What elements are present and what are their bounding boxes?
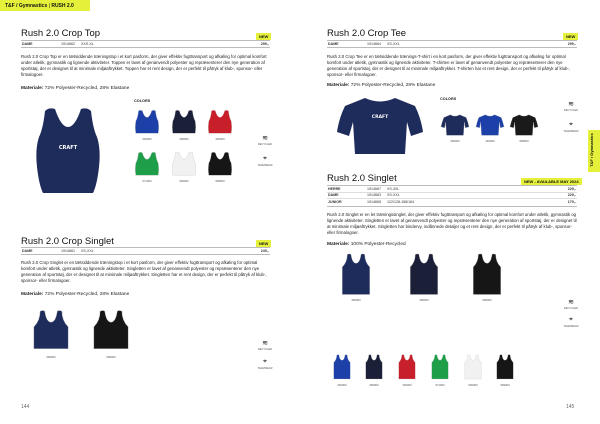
swatch-color-code: 396000	[351, 298, 361, 302]
crop-top-title: Rush 2.0 Crop Top	[21, 28, 101, 39]
page-number-left: 144	[21, 404, 30, 410]
recycled-fabric-icon: ≋	[262, 135, 268, 142]
product-color-swatch	[467, 252, 507, 297]
crop-top-description: Rush 2.0 Crop Top er en tætsiddende træningstop i et kort pasform, der giver effektiv fugttransport og afkøling for optimal komfort under atletik, gymnastik og lignende aktiviteter. Toppen er lavet af genanvendt polyester og repræsenterer den nye generation af sportstøj, der er designet til at minimale miljøaftrykket. Toppen har et rent design, der er perfekt til påtryk af klub-, sponsor- eller firmalogoer.	[21, 54, 267, 77]
product-color-swatch	[132, 108, 162, 136]
swatch-color-code: 392000	[142, 137, 152, 141]
swatch-color-code: 396000	[369, 383, 379, 387]
sku-article: 1914661	[61, 249, 75, 254]
product-color-swatch	[440, 112, 470, 138]
crop-singlet-title: Rush 2.0 Crop Singlet	[21, 236, 114, 247]
recycled-caption: RECYCLED	[563, 307, 579, 310]
teamwear-caption: TEAMWEAR	[257, 367, 273, 370]
product-color-swatch	[205, 150, 235, 178]
crop-top-material	[21, 86, 129, 91]
craft-logo-icon: ⌖	[569, 316, 573, 323]
crop-singlet-description: Rush 2.0 Crop Singlet er en tætsiddende træningstop i et kort pasform, der giver effektiv fugttransport og afkøling for optimal komfort under atletik, gymnastik og lignende aktiviteter. Singletten er lavet af genanvendt polyester og repræsenterer den nye generation af sportstøj, der er designet til at minimale miljøaftrykket. Singletten har et rent design, der er perfekt til påtryk af klub-, sponsor- eller firmalogoer.	[21, 260, 267, 283]
recycled-caption: RECYCLED	[563, 109, 579, 112]
product-color-swatch	[330, 352, 354, 382]
swatch-color-code: 900000	[468, 383, 478, 387]
crop-tee-new-badge: NEW	[563, 33, 578, 40]
brand-print: CRAFT	[58, 145, 78, 151]
section-header-bar	[0, 0, 90, 11]
sku-price: 299,-	[567, 42, 576, 47]
sku-sizes: XXS-XL	[81, 42, 94, 47]
craft-logo-icon: ⌖	[263, 358, 267, 365]
swatch-color-code: 396000	[450, 139, 460, 143]
crop-top-new-badge: NEW	[256, 33, 271, 40]
sku-price: 179,-	[567, 200, 576, 205]
swatch-color-code: 671000	[142, 179, 152, 183]
swatch-color-code: 430000	[215, 137, 225, 141]
swatch-color-code: 999000	[215, 179, 225, 183]
crop-singlet-new-badge: NEW	[256, 240, 271, 247]
recycled-fabric-icon: ≋	[568, 101, 574, 108]
product-color-swatch	[336, 252, 376, 297]
crop-top-main-image	[27, 105, 109, 197]
sku-article: 1914665	[367, 200, 381, 205]
material-label: Materiale:	[21, 292, 44, 297]
sku-gender: DAME	[328, 193, 339, 198]
crop-tee-description: Rush 2.0 Crop Tee er en tætsiddende trænings-T-shirt i en kort pasform, der giver effektiv fugttransport og afkøling for optimal komfort under atletik, gymnastik og lignende aktiviteter. T-shirten er lavet af genanvendt polyester og repræsenterer den nye generation af sportstøj, der er designet til at minimale miljøaftrykket. T-shirten har et rent design, der er perfekt til påtryk af klub-, sponsor- eller firmalogoer.	[327, 54, 571, 77]
swatch-color-code: 999000	[482, 298, 492, 302]
singlet-description: Rush 2.0 Singlet er en let træningssinglet, der giver effektiv fugttransport og afkøling for optimal komfort under atletik, gymnastik og lignende aktiviteter. Singletten er lavet af genanvendt polyester og repræsenterer den nye generation af sportstøj, der er designet til at minimale miljøaftrykket. Singletten har bindervy, indånnede detaljer og et rent design, der er perfekt til påtryk af klub-, sponsor- eller firmalogoer.	[327, 212, 577, 235]
craft-logo-icon: ⌖	[263, 155, 267, 162]
sku-price: 229,-	[567, 186, 576, 191]
sku-sizes: 122/128-158/164	[387, 200, 415, 205]
recycled-fabric-icon: ≋	[568, 299, 574, 306]
crop-top-colors-label: COLORS	[134, 99, 151, 103]
singlet-title: Rush 2.0 Singlet	[327, 173, 397, 184]
product-color-swatch	[428, 352, 452, 382]
material-value: 72% Polyester-Recycled, 28% Elastane	[44, 86, 130, 91]
product-color-swatch	[362, 352, 386, 382]
craft-logo-icon: ⌖	[569, 121, 573, 128]
product-color-swatch	[26, 306, 76, 354]
swatch-color-code: 999000	[106, 355, 116, 359]
swatch-color-code: 396000	[46, 355, 56, 359]
product-color-swatch	[461, 352, 485, 382]
sku-gender: DAME	[22, 249, 33, 254]
sku-row	[21, 41, 270, 48]
singlet-sku-table	[327, 185, 577, 207]
material-label: Materiale:	[327, 83, 350, 88]
category-label: T&F / Gymnastics	[5, 3, 48, 9]
crop-top-sku-table	[21, 40, 270, 48]
section-spine-tab	[588, 130, 600, 172]
material-label: Materiale:	[327, 242, 350, 247]
product-color-swatch	[509, 112, 539, 138]
recycled-caption: RECYCLED	[257, 348, 273, 351]
sku-row	[21, 248, 270, 255]
teamwear-caption: TEAMWEAR	[563, 325, 579, 328]
crop-singlet-material	[21, 292, 129, 297]
sku-sizes: XS-XXL	[387, 193, 400, 198]
teamwear-caption: TEAMWEAR	[257, 164, 273, 167]
sku-article: 1914663	[367, 193, 381, 198]
sku-gender: JUNIOR	[328, 200, 342, 205]
swatch-color-code: 999000	[519, 139, 529, 143]
sku-sizes: XS-XXL	[81, 249, 94, 254]
sku-row	[327, 199, 577, 206]
subcategory-label: RUSH 2.0	[51, 3, 74, 9]
product-color-swatch	[475, 112, 505, 138]
sku-gender: HERRE	[328, 186, 341, 191]
sku-article: 1914662	[61, 42, 75, 47]
page-number-right: 145	[566, 404, 575, 410]
material-value: 72% Polyester-Recycled, 28% Elastane	[44, 292, 130, 297]
product-color-swatch	[404, 252, 444, 297]
sku-gender: DAME	[328, 42, 339, 47]
swatch-color-code: 392000	[485, 139, 495, 143]
crop-tee-sku-table	[327, 40, 577, 48]
recycled-caption: RECYCLED	[257, 143, 273, 146]
product-color-swatch	[169, 108, 199, 136]
crop-tee-title: Rush 2.0 Crop Tee	[327, 28, 407, 39]
swatch-color-code: 392000	[337, 383, 347, 387]
recycled-fabric-icon: ≋	[262, 340, 268, 347]
sku-article: 1914667	[367, 186, 381, 191]
spine-label: T&F / Gymnastics	[589, 133, 594, 167]
swatch-color-code: 430000	[402, 383, 412, 387]
crop-tee-colors-label: COLORS	[440, 97, 457, 101]
crop-singlet-sku-table	[21, 247, 270, 255]
material-value: 72% Polyester-Recycled, 28% Elastane	[350, 83, 436, 88]
product-color-swatch	[493, 352, 517, 382]
product-color-swatch	[395, 352, 419, 382]
swatch-color-code: 999000	[500, 383, 510, 387]
header-separator: |	[48, 3, 50, 9]
product-color-swatch	[205, 108, 235, 136]
swatch-color-code: 671000	[435, 383, 445, 387]
crop-tee-material	[327, 83, 435, 88]
sku-row	[327, 41, 577, 48]
singlet-material	[327, 242, 406, 247]
brand-print: CRAFT	[371, 115, 389, 120]
material-value: 100% Polyester-Recycled	[350, 242, 406, 247]
singlet-availability-badge: NEW - AVAILABLE MAY 2024	[521, 178, 582, 185]
swatch-color-code: 396000	[179, 137, 189, 141]
product-color-swatch	[132, 150, 162, 178]
swatch-color-code: 900000	[179, 179, 189, 183]
teamwear-caption: TEAMWEAR	[563, 130, 579, 133]
swatch-color-code: 396000	[419, 298, 429, 302]
sku-gender: DAME	[22, 42, 33, 47]
product-color-swatch	[86, 306, 136, 354]
sku-sizes: XS-XXL	[387, 42, 400, 47]
sku-sizes: XS-3XL	[387, 186, 400, 191]
sku-price: 299,-	[260, 42, 269, 47]
product-color-swatch	[169, 150, 199, 178]
crop-tee-main-image	[335, 96, 425, 158]
sku-article: 1914664	[367, 42, 381, 47]
sku-price: 229,-	[567, 193, 576, 198]
material-label: Materiale:	[21, 86, 44, 91]
sku-price: 249,-	[260, 249, 269, 254]
